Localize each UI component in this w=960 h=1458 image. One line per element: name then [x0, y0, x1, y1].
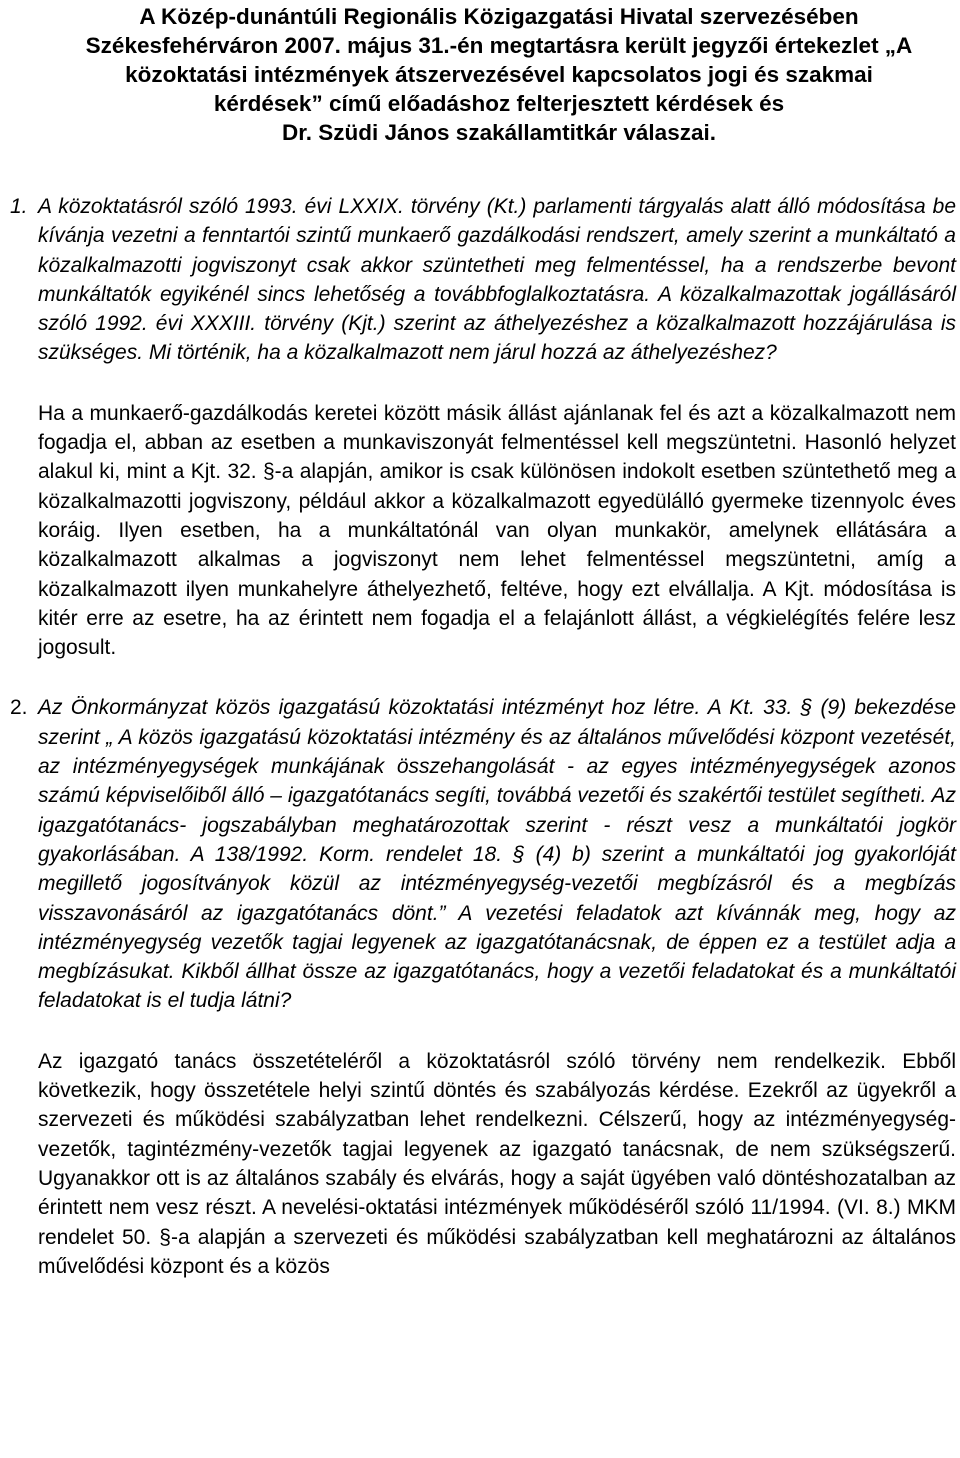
answer-1-text: Ha a munkaerő-gazdálkodás keretei között másik állást ajánlanak fel és azt a közalkalmazott nem fogadja el, abban az esetben a munkaviszonyát felmentéssel kell megszüntetni. Hasonló helyzet alakul ki, mint a Kjt. 32. §-a alapján, amikor is csak különösen indokolt esetben szüntethető meg a közalkalmazotti jogviszony, például akkor a közalkalmazott egyedülálló gyermeke tizennyolc éves koráig. Ilyen esetben, ha a munkáltatónál van olyan munkakör, amelynek ellátására a közalkalmazott alkalmas a jogviszonyt nem lehet felmentéssel megszüntetni, amíg a közalkalmazott ilyen munkahelyre áthelyezhető, feltéve, hogy ezt elvállalja. A Kjt. módosítása is kitér erre az esetre, ha az érintett nem fogadja el a felajánlott állást, a végkielégítés felére lesz jogosult. [38, 401, 956, 660]
title-line: Dr. Szüdi János szakállamtitkár válaszai. [282, 120, 716, 145]
question-1-text: A közoktatásról szóló 1993. évi LXXIX. törvény (Kt.) parlamenti tárgyalás alatt álló módosítása be kívánja vezetni a fenntartói szintű munkaerő gazdálkodási rendszert, amely szerint a munkáltató a közalkalmazotti jogviszonyt csak akkor szüntetheti meg felmentéssel, ha a rendszerbe bevont munkáltatók egyikénél sincs lehetőség a továbbfoglalkoztatásra. A közalkalmazottak jogállásáról szóló 1992. évi XXXIII. törvény (Kjt.) szerint az áthelyezéshez a közalkalmazott hozzájárulása is szükséges. Mi történik, ha a közalkalmazott nem járul hozzá az áthelyezéshez? [38, 195, 956, 365]
title-line: közoktatási intézmények átszervezésével kapcsolatos jogi és szakmai [125, 62, 873, 87]
question-2-text: Az Önkormányzat közös igazgatású közoktatási intézményt hoz létre. A Kt. 33. § (9) bekezdése szerint „ A közös igazgatású közoktatási intézmény és az általános művelődési központ vezetését, az intézményegységek munkájának összehangolását - az egyes intézményegységek azonos számú képviselőiből álló – igazgatótanács segíti, továbbá vezetői és szakértői testület segítheti. Az igazgatótanács- jogszabályban meghatározottak szerint - részt vesz a munkáltatói jogkör gyakorlásában. A 138/1992. Korm. rendelet 18. § (4) b) szerint a munkáltatói jog gyakorlóját megillető jogosítványok közül az intézményegység-vezetői megbízásról és a megbízás visszavonásáról az igazgatótanács dönt.” A vezetési feladatok azt kívánnák meg, hogy az intézményegység vezetők tagjai legyenek az igazgatótanácsnak, de éppen ez a testület adja a megbízásukat. Kikből állhat össze az igazgatótanács, hogy a vezetői feladatokat és a munkáltatói feladatokat is el tudja látni? [38, 696, 956, 1013]
question-1: 1. A közoktatásról szóló 1993. évi LXXIX. törvény (Kt.) parlamenti tárgyalás alatt álló módosítása be kívánja vezetni a fenntartói szintű munkaerő gazdálkodási rendszert, amely szerint a munkáltató a közalkalmazotti jogviszonyt csak akkor szüntetheti meg felmentéssel, ha a rendszerbe bevont munkáltatók egyikénél sincs lehetőség a továbbfoglalkoztatásra. A közalkalmazottak jogállásáról szóló 1992. évi XXXIII. törvény (Kjt.) szerint az áthelyezéshez a közalkalmazott hozzájárulása is szükséges. Mi történik, ha a közalkalmazott nem járul hozzá az áthelyezéshez? [38, 192, 956, 368]
title-line: Székesfehérváron 2007. május 31.-én megtartásra került jegyzői értekezlet „A [85, 33, 913, 58]
answer-2-text: Az igazgató tanács összetételéről a közoktatásról szóló törvény nem rendelkezik. Ebből következik, hogy összetétele helyi szintű döntés és szabályozás kérdése. Ezekről az ügyekről a szervezeti és működési szabályzatban lehet rendelkezni. Célszerű, hogy az intézményegység-vezetők, tagintézmény-vezetők tagjai legyenek az igazgató tanácsnak, de nem szükségszerű. Ugyanakkor ott is az általános szabály és elvárás, hogy a saját ügyében való döntéshozatalban az érintett nem vesz részt. A nevelési-oktatási intézmények működéséről szóló 11/1994. (VI. 8.) MKM rendelet 50. §-a alapján a szervezeti és működési szabályzatban kell meghatározni az általános művelődési központ és a közös [38, 1049, 956, 1278]
title-line: kérdések” című előadáshoz felterjesztett kérdések és [213, 91, 785, 116]
title-line: A Közép-dunántúli Regionális Közigazgatási Hivatal szervezésében [139, 4, 859, 29]
document-title [38, 0, 956, 147]
document-page [10, 0, 956, 1458]
question-2: 2. Az Önkormányzat közös igazgatású közoktatási intézményt hoz létre. A Kt. 33. § (9) bekezdése szerint „ A közös igazgatású közoktatási intézmény és az általános művelődési központ vezetését, az intézményegységek munkájának összehangolását - az egyes intézményegységek azonos számú képviselőiből álló – igazgatótanács segíti, továbbá vezetői és szakértői testület segítheti. Az igazgatótanács- jogszabályban meghatározottak szerint - részt vesz a munkáltatói jogkör gyakorlásában. A 138/1992. Korm. rendelet 18. § (4) b) szerint a munkáltatói jog gyakorlóját megillető jogosítványok közül az intézményegység-vezetői megbízásról és a megbízás visszavonásáról az igazgatótanács dönt.” A vezetési feladatok azt kívánnák meg, hogy az intézményegység vezetők tagjai legyenek az igazgatótanácsnak, de éppen ez a testület adja a megbízásukat. Kikből állhat össze az igazgatótanács, hogy a vezetői feladatokat és a munkáltatói feladatokat is el tudja látni? [38, 693, 956, 1015]
